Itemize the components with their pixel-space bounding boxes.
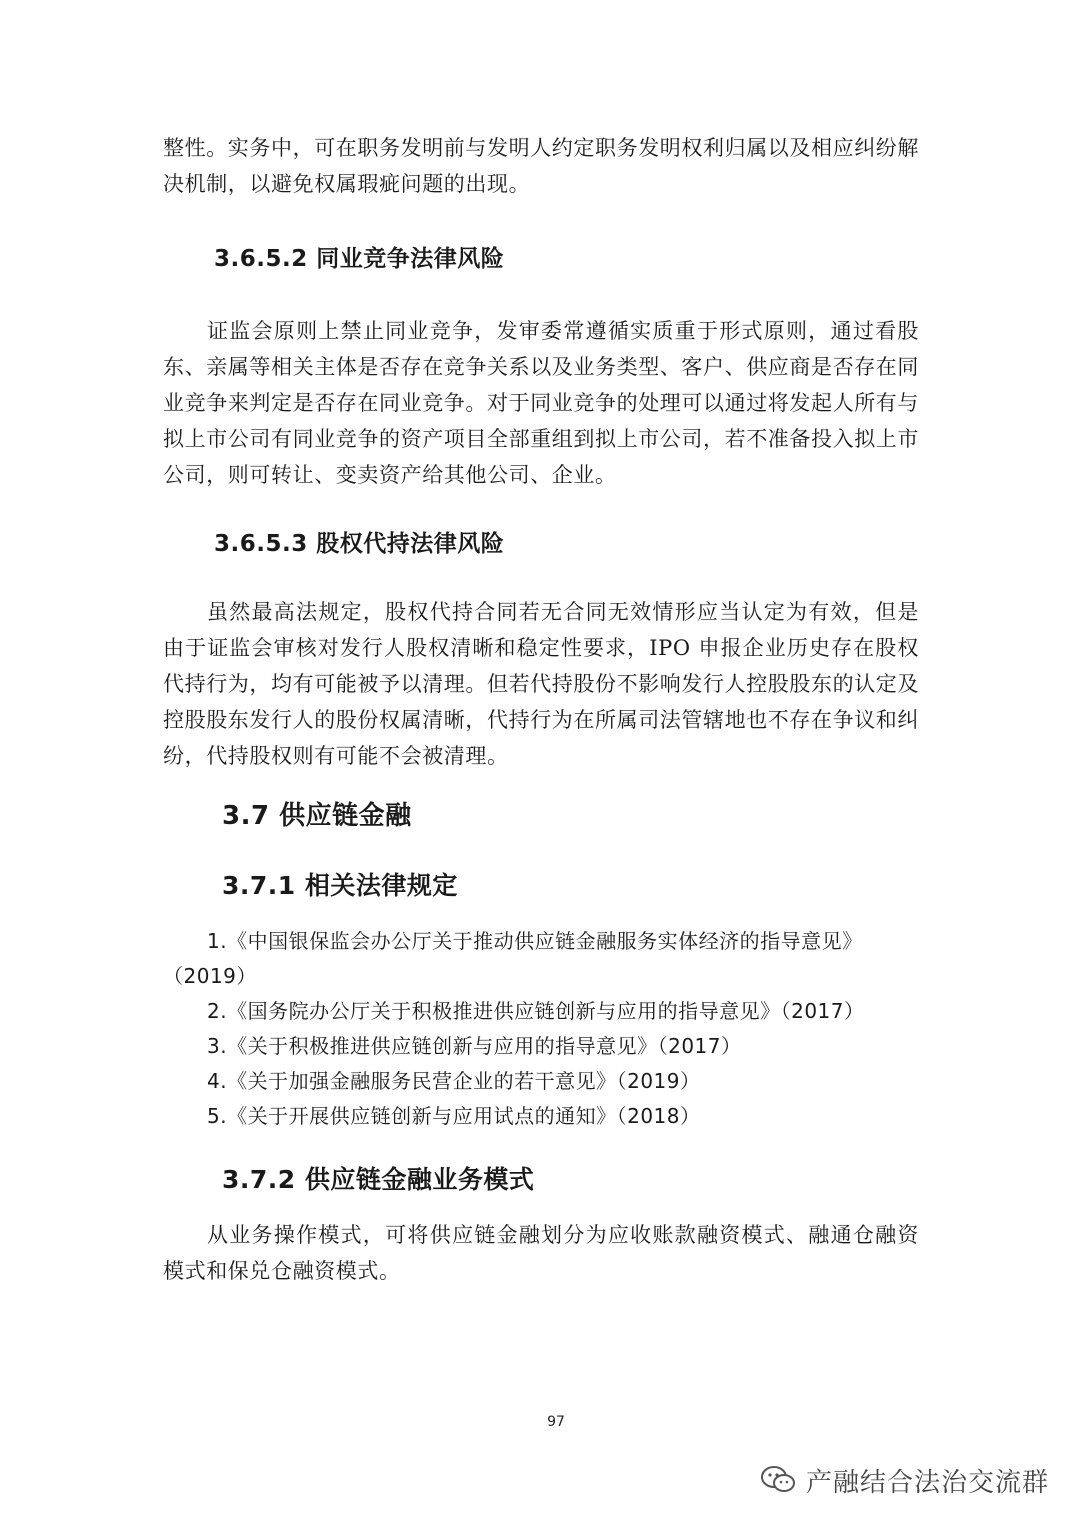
heading-3-6-5-2: 3.6.5.2 同业竞争法律风险 [214,246,505,272]
paragraph-3-7-2: 从业务操作模式，可将供应链金融划分为应收账款融资模式、融通仓融资模式和保兑仓融资模式。 [163,1223,919,1283]
heading-3-6-5-3: 3.6.5.3 股权代持法律风险 [214,531,505,557]
law-item: 3.《关于积极推进供应链创新与应用的指导意见》（2017） [207,1034,742,1058]
paragraph-3-6-5-3: 虽然最高法规定，股权代持合同若无合同无效情形应当认定为有效，但是由于证监会审核对发行人股权清晰和稳定性要求，IPO 申报企业历史存在股权代持行为，均有可能被予以清理。但若代持股份不影响发行人控股股东的认定及控股股东发行人的股份权属清晰，代持行为在所属司法管辖地也不存在争议和纠纷，代持股权则有可能不会被清理。 [163,600,919,768]
wechat-icon [760,1464,796,1496]
watermark-text: 产融结合法治交流群 [806,1467,1050,1498]
heading-3-7: 3.7 供应链金融 [222,801,412,831]
law-item: 4.《关于加强金融服务民营企业的若干意见》（2019） [207,1069,701,1093]
law-list [163,924,933,1134]
watermark [760,1460,1049,1500]
page-number: 97 [547,1414,565,1430]
paragraph-intro: 整性。实务中，可在职务发明前与发明人约定职务发明权利归属以及相应纠纷解决机制，以避免权属瑕疵问题的出现。 [163,136,919,196]
heading-3-7-2: 3.7.2 供应链金融业务模式 [222,1165,535,1194]
law-item: 2.《国务院办公厅关于积极推进供应链创新与应用的指导意见》（2017） [207,999,865,1023]
law-item: 1.《中国银保监会办公厅关于推动供应链金融服务实体经济的指导意见》 （2019） [163,929,863,988]
heading-3-7-1: 3.7.1 相关法律规定 [222,871,458,900]
law-item: 5.《关于开展供应链创新与应用试点的通知》（2018） [207,1104,701,1128]
paragraph-3-6-5-2: 证监会原则上禁止同业竞争，发审委常遵循实质重于形式原则，通过看股东、亲属等相关主体是否存在竞争关系以及业务类型、客户、供应商是否存在同业竞争来判定是否存在同业竞争。对于同业竞争的处理可以通过将发起人所有与拟上市公司有同业竞争的资产项目全部重组到拟上市公司，若不准备投入拟上市公司，则可转让、变卖资产给其他公司、企业。 [163,319,919,487]
